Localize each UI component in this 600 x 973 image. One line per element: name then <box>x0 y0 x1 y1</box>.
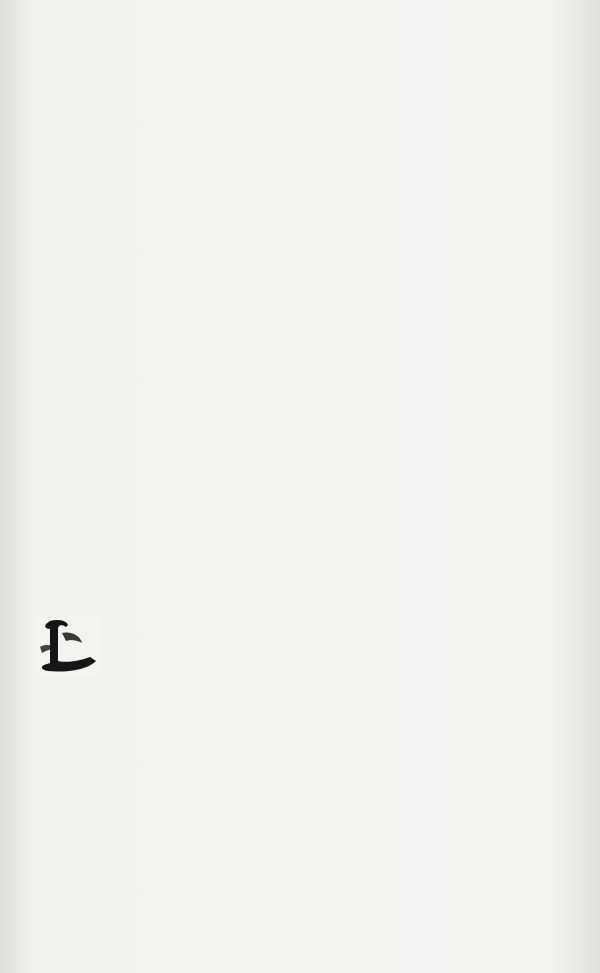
section-heading <box>30 586 545 612</box>
drop-initial-l <box>36 617 100 675</box>
